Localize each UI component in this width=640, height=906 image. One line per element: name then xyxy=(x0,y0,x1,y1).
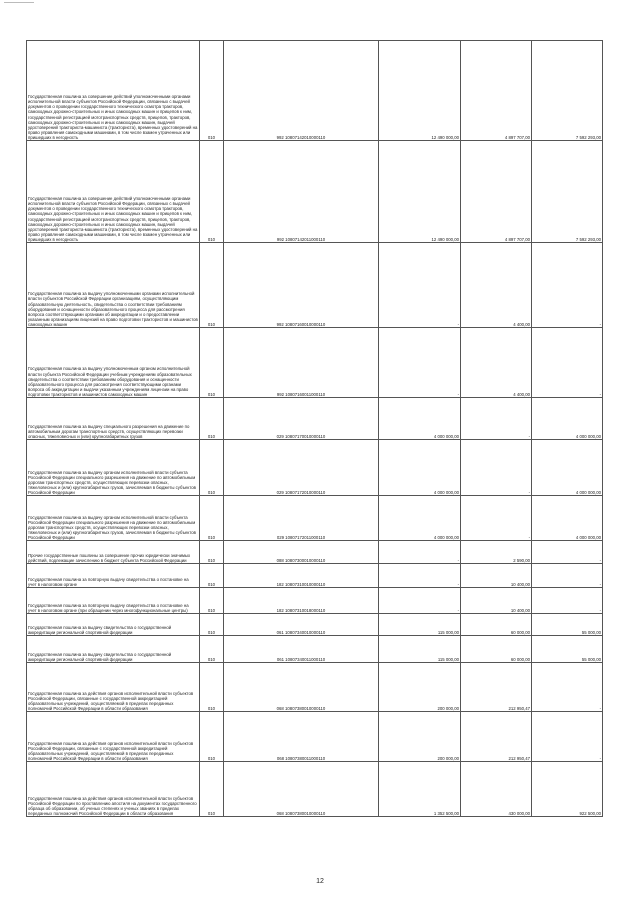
scan-artifact xyxy=(4,2,34,3)
row-description: Государственная пошлина за действия органов исполнительной власти субъектов Российской Федерации, связанные с государственной аккредитацией образовательных учреждений, осуществляемой в пределах переданных полномочий Российской Федерации в области образования xyxy=(27,663,200,712)
row-unexecuted-amount: - xyxy=(532,663,603,712)
row-unexecuted-amount: - xyxy=(532,564,603,588)
row-description: Государственная пошлина за выдачу органом исполнительной власти субъекта Российской Федерации специального разрешения на движение по автомобильным дорогам транспортных средств, осуществляющих перевозки опасных, тяжеловесных и (или) крупногабаритных грузов, зачисляемая в бюджеты субъектов Российской Федерации xyxy=(27,440,200,496)
row-line-code: 010 xyxy=(200,328,224,398)
row-approved-amount: 200 000,00 xyxy=(379,712,461,762)
row-line-code: 010 xyxy=(200,541,224,564)
row-budget-code: 061 10807340011000110 xyxy=(224,636,379,663)
row-unexecuted-amount: 7 592 293,00 xyxy=(532,41,603,141)
row-description: Государственная пошлина за выдачу уполномоченным органом исполнительной власти субъекта Российской Федерации учебным учреждениям образовательных свидетельства о соответствии требованиям оборудования и оснащенности образовательного процесса для рассмотрения соответствующими органами вопроса об аккредитации и выдачи указанным учреждениям лицензии на право подготовки трактористов и машинистов самоходных машин xyxy=(27,328,200,398)
row-description: Государственная пошлина за выдачу свидетельства о государственной аккредитации региональной спортивной федерации xyxy=(27,636,200,663)
row-unexecuted-amount: 4 000 000,00 xyxy=(532,440,603,496)
row-line-code: 010 xyxy=(200,762,224,817)
row-description: Государственная пошлина за повторную выдачу свидетельства о постановке на учет в налоговом органе xyxy=(27,564,200,588)
table-body xyxy=(27,41,603,817)
row-line-code: 010 xyxy=(200,712,224,762)
row-unexecuted-amount: - xyxy=(532,243,603,328)
row-description: Государственная пошлина за действия органов исполнительной власти субъектов Российской Федерации, связанные с государственной аккредитацией образовательных учреждений, осуществляемой в пределах переданных полномочий Российской Федерации в области образования xyxy=(27,712,200,762)
row-description: Государственная пошлина за выдачу органом исполнительной власти субъекта Российской Федерации специального разрешения на движение по автомобильным дорогам транспортных средств, осуществляющих перевозки опасных, тяжеловесных и (или) крупногабаритных грузов, зачисляемая в бюджеты субъектов Российской Федерации xyxy=(27,496,200,541)
row-approved-amount: 115 000,00 xyxy=(379,614,461,636)
row-unexecuted-amount: 55 000,00 xyxy=(532,636,603,663)
row-description: Государственная пошлина за выдачу свидетельства о государственной аккредитации региональной спортивной федерации xyxy=(27,614,200,636)
row-executed-amount: 60 000,00 xyxy=(461,636,532,663)
row-budget-code: 992 10807160011000110 xyxy=(224,328,379,398)
row-description: Государственная пошлина за совершение действий уполномоченными органами исполнительной власти субъектов Российской Федерации, связанных с выдачей документов о проведении государственного технического осмотра тракторов, самоходных дорожно-строительных и иных самоходных машин и прицепов к ним, государственной регистрацией мототранспортных средств, прицепов, тракторов, самоходных дорожно-строительных и иных самоходных машин, выдачей удостоверений тракториста-машиниста (тракториста), временных удостоверений на право управления самоходными машинами, в том числе взамен утраченных или пришедших в негодность xyxy=(27,41,200,141)
row-line-code: 010 xyxy=(200,588,224,614)
row-approved-amount: 12 490 000,00 xyxy=(379,141,461,243)
row-approved-amount: 200 000,00 xyxy=(379,663,461,712)
row-budget-code: 029 10807172011000110 xyxy=(224,496,379,541)
row-approved-amount: 115 000,00 xyxy=(379,636,461,663)
row-approved-amount: 1 352 500,00 xyxy=(379,762,461,817)
row-budget-code: 061 10807340010000110 xyxy=(224,614,379,636)
table-row xyxy=(27,440,603,496)
row-budget-code: 992 10807160010000110 xyxy=(224,243,379,328)
row-budget-code: 068 10807380011000110 xyxy=(224,712,379,762)
table-row xyxy=(27,496,603,541)
row-approved-amount: - xyxy=(379,564,461,588)
row-line-code: 010 xyxy=(200,243,224,328)
row-budget-code: 182 10807310010000110 xyxy=(224,564,379,588)
row-line-code: 010 xyxy=(200,564,224,588)
row-description: Государственная пошлина за повторную выдачу свидетельства о постановке на учет в налоговом органе (при обращении через многофункциональные центры) xyxy=(27,588,200,614)
row-executed-amount: - xyxy=(461,398,532,440)
row-budget-code: 068 10807380010000110 xyxy=(224,762,379,817)
row-executed-amount: 4 400,00 xyxy=(461,328,532,398)
row-executed-amount: 10 400,00 xyxy=(461,588,532,614)
row-description: Государственная пошлина за действия органов исполнительной власти субъектов Российской Федерации по проставлению апостиля на документах государственного образца об образовании, об ученых степенях и ученых званиях в пределах переданных полномочий Российской Федерации в области образования xyxy=(27,762,200,817)
row-line-code: 010 xyxy=(200,636,224,663)
table-row xyxy=(27,712,603,762)
report-sheet xyxy=(26,40,602,817)
row-budget-code: 088 10807300010000110 xyxy=(224,541,379,564)
row-unexecuted-amount: - xyxy=(532,588,603,614)
row-approved-amount: - xyxy=(379,588,461,614)
table-row xyxy=(27,588,603,614)
row-description: Государственная пошлина за выдачу уполномоченными органами исполнительной власти субъектов Российской Федерации организациям, осуществляющим образовательную деятельность, свидетельства о соответствии требованиям оборудования и оснащенности образовательного процесса для рассмотрения вопроса соответствующими органами об аккредитации и о предоставлении указанным организациям лицензий на право подготовки трактористов и машинистов самоходных машин xyxy=(27,243,200,328)
row-line-code: 010 xyxy=(200,614,224,636)
row-line-code: 010 xyxy=(200,440,224,496)
table-row xyxy=(27,762,603,817)
page-number: 12 xyxy=(316,878,324,885)
row-executed-amount: 60 000,00 xyxy=(461,614,532,636)
table-row xyxy=(27,41,603,141)
row-budget-code: 068 10807380010000110 xyxy=(224,663,379,712)
row-approved-amount: - xyxy=(379,541,461,564)
row-approved-amount: - xyxy=(379,328,461,398)
row-executed-amount: 212 950,47 xyxy=(461,663,532,712)
table-row xyxy=(27,243,603,328)
row-description: Прочие государственные пошлины за совершение прочих юридически значимых действий, подлежащие зачислению в бюджет субъекта Российской Федерации xyxy=(27,541,200,564)
row-budget-code: 992 10807142010000110 xyxy=(224,41,379,141)
row-approved-amount: 4 000 000,00 xyxy=(379,496,461,541)
row-unexecuted-amount: - xyxy=(532,328,603,398)
row-unexecuted-amount: 4 000 000,00 xyxy=(532,496,603,541)
row-unexecuted-amount: - xyxy=(532,712,603,762)
row-unexecuted-amount: 4 000 000,00 xyxy=(532,398,603,440)
row-executed-amount: - xyxy=(461,440,532,496)
row-executed-amount: 4 897 707,00 xyxy=(461,41,532,141)
row-executed-amount: 212 950,47 xyxy=(461,712,532,762)
table-row xyxy=(27,614,603,636)
row-executed-amount: 430 000,00 xyxy=(461,762,532,817)
row-line-code: 010 xyxy=(200,398,224,440)
row-executed-amount: 4 897 707,00 xyxy=(461,141,532,243)
row-unexecuted-amount: 922 500,00 xyxy=(532,762,603,817)
row-unexecuted-amount: 55 000,00 xyxy=(532,614,603,636)
row-executed-amount: 10 400,00 xyxy=(461,564,532,588)
row-executed-amount: 4 400,00 xyxy=(461,243,532,328)
table-row xyxy=(27,328,603,398)
table-row xyxy=(27,636,603,663)
row-budget-code: 182 10807310018000110 xyxy=(224,588,379,614)
row-description: Государственная пошлина за выдачу специального разрешения на движение по автомобильным дорогам транспортных средств, осуществляющих перевозки опасных, тяжеловесных и (или) крупногабаритных грузов xyxy=(27,398,200,440)
row-approved-amount: 4 000 000,00 xyxy=(379,398,461,440)
table-row xyxy=(27,663,603,712)
row-line-code: 010 xyxy=(200,663,224,712)
table-row xyxy=(27,398,603,440)
revenue-table xyxy=(26,40,603,817)
row-unexecuted-amount: 7 592 293,00 xyxy=(532,141,603,243)
row-line-code: 010 xyxy=(200,141,224,243)
table-row xyxy=(27,541,603,564)
row-unexecuted-amount: - xyxy=(532,541,603,564)
row-executed-amount: - xyxy=(461,496,532,541)
row-budget-code: 992 10807142011000110 xyxy=(224,141,379,243)
row-description: Государственная пошлина за совершение действий уполномоченными органами исполнительной власти субъектов Российской Федерации, связанных с выдачей документов о проведении государственного технического осмотра тракторов, самоходных дорожно-строительных и иных самоходных машин и прицепов к ним, государственной регистрацией мототранспортных средств, прицепов, тракторов, самоходных дорожно-строительных и иных самоходных машин, выдачей удостоверений тракториста-машиниста (тракториста), временных удостоверений на право управления самоходными машинами, в том числе взамен утраченных или пришедших в негодность xyxy=(27,141,200,243)
row-budget-code: 029 10807172010000110 xyxy=(224,440,379,496)
row-line-code: 010 xyxy=(200,41,224,141)
row-executed-amount: 2 590,00 xyxy=(461,541,532,564)
table-row xyxy=(27,564,603,588)
row-approved-amount: 4 000 000,00 xyxy=(379,440,461,496)
row-approved-amount: - xyxy=(379,243,461,328)
row-approved-amount: 12 490 000,00 xyxy=(379,41,461,141)
row-budget-code: 029 10807170010000110 xyxy=(224,398,379,440)
table-row xyxy=(27,141,603,243)
row-line-code: 010 xyxy=(200,496,224,541)
